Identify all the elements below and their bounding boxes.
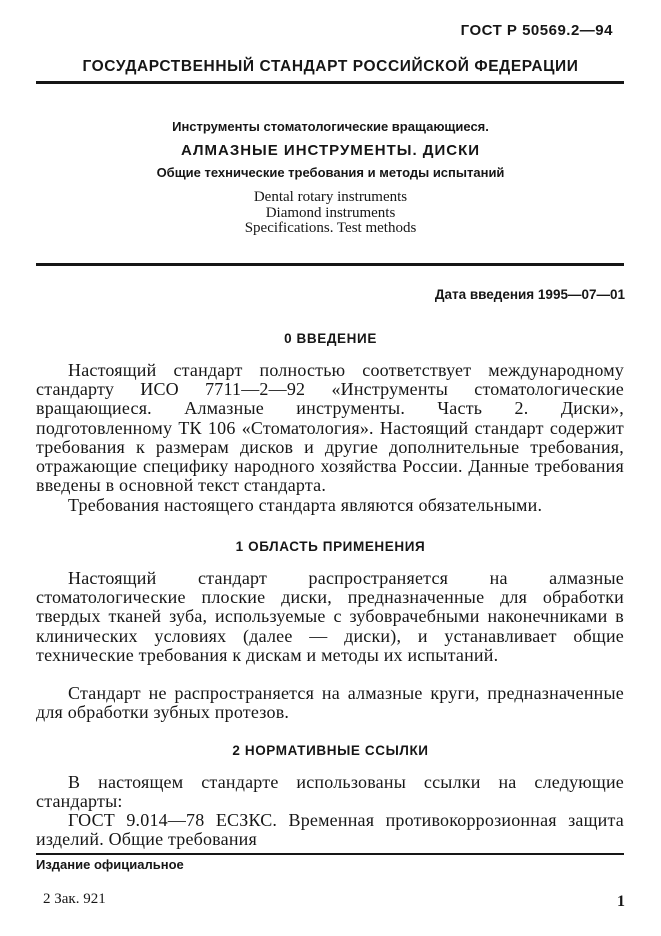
paragraph-text: Настоящий стандарт полностью соответствует международному стандарту ИСО 7711—2—92 «Инструменты стоматологические вращающиеся. Алмазные инструменты. Часть 2. Диски», подготовленному ТК 106 «Стоматология». Настоящий стандарт содержит требования к размерам дисков и другие дополнительные требования, отражающие специфику народного хозяйства России. Данные требования введены в основной текст стандарта. [36,360,624,496]
paragraph [36,684,624,722]
header-divider [36,81,624,84]
paragraph [36,569,624,665]
section-heading-references: 2 НОРМАТИВНЫЕ ССЫЛКИ [232,743,429,758]
paragraph [36,811,624,849]
paragraph-text: В настоящем стандарте использованы ссылки на следующие стандарты: [36,772,624,812]
paragraph-text: Стандарт не распространяется на алмазные круги, предназначенные для обработки зубных протезов. [36,683,624,723]
paragraph-text: ГОСТ 9.014—78 ЕСЗКС. Временная противокоррозионная защита изделий. Общие требования [36,810,624,850]
title-divider [36,263,624,266]
title-subtitle: Общие технические требования и методы испытаний [156,165,505,180]
title-en-line-1: Dental rotary instruments [253,189,408,205]
paragraph [36,496,624,515]
official-edition-label: Издание официальное [36,857,184,872]
organization-heading: ГОСУДАРСТВЕННЫЙ СТАНДАРТ РОССИЙСКОЙ ФЕДЕРАЦИИ [82,58,579,75]
title-en-line-3: Specifications. Test methods [244,220,417,236]
order-number: 2 Зак. 921 [43,891,106,907]
footer-divider [36,853,624,855]
paragraph-text: Настоящий стандарт распространяется на алмазные стоматологические плоские диски, предназначенные для обработки твердых тканей зуба, используемые с зубоврачебными наконечниками в клинических условиях (далее — диски), и устанавливает общие технические требования к дискам и методы их испытаний. [36,568,624,665]
title-line-1: Инструменты стоматологические вращающиеся. [172,119,489,134]
title-en-line-2: Diamond instruments [265,205,396,221]
paragraph [36,361,624,495]
section-heading-introduction: 0 ВВЕДЕНИЕ [284,331,377,346]
introduction-date: Дата введения 1995—07—01 [434,287,625,302]
paragraph-text: Требования настоящего стандарта являются обязательными. [68,495,543,515]
page-number: 1 [617,893,625,910]
paragraph [36,773,624,811]
title-main: АЛМАЗНЫЕ ИНСТРУМЕНТЫ. ДИСКИ [180,142,481,159]
document-code: ГОСТ Р 50569.2—94 [460,22,613,39]
section-heading-scope: 1 ОБЛАСТЬ ПРИМЕНЕНИЯ [235,539,426,554]
